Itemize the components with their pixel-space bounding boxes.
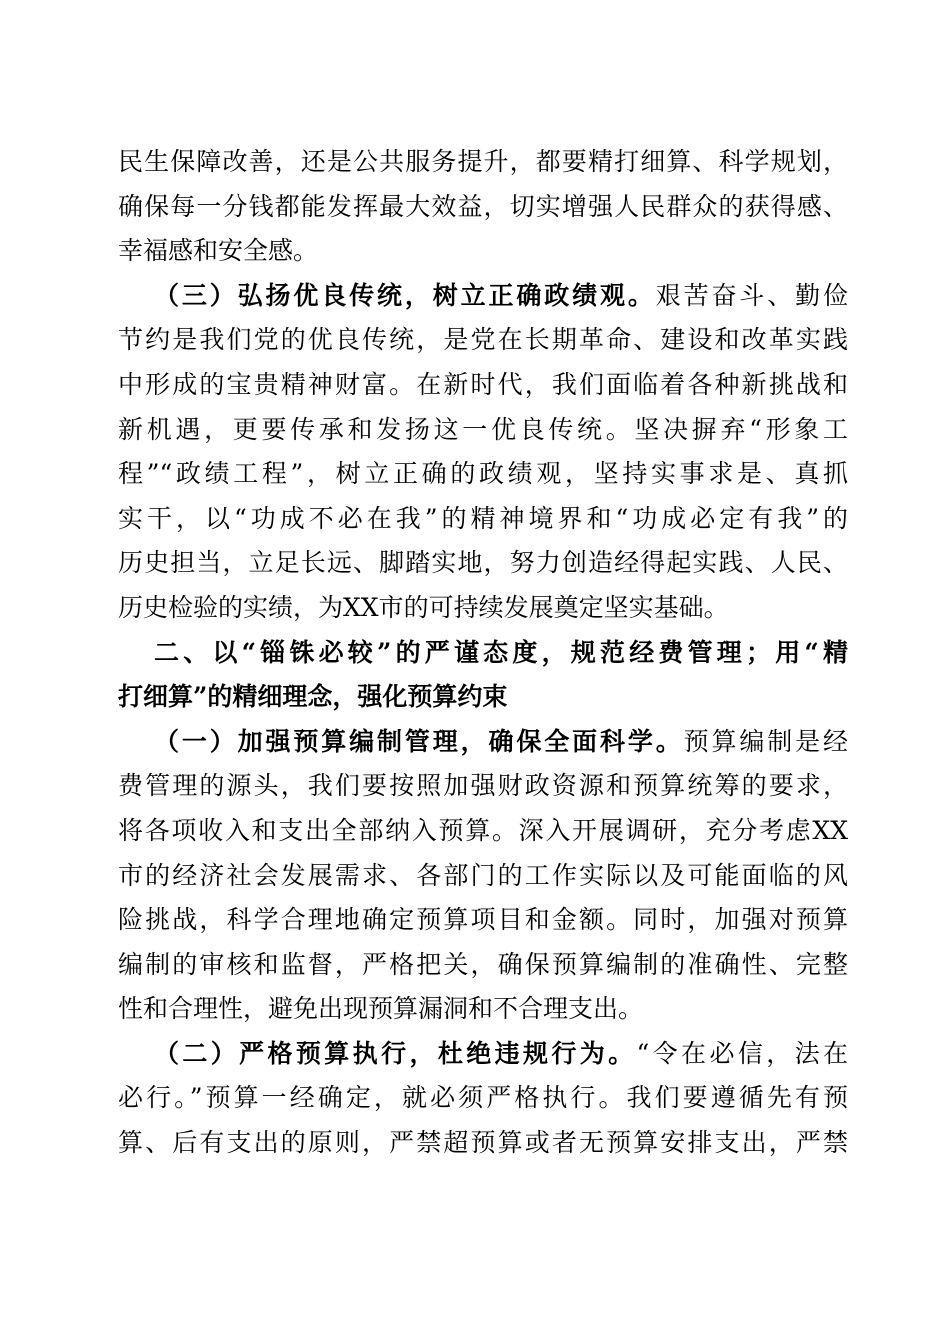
- text-run: “令在必信，法在: [636, 1038, 848, 1068]
- text-line: 算、后有支出的原则，严禁超预算或者无预算安排支出，严禁: [118, 1128, 848, 1158]
- document-page: [118, 140, 848, 1166]
- text-line: 历史检验的实绩，为XX市的可持续发展奠定坚实基础。: [118, 592, 729, 622]
- text-line: 市的经济社会发展需求、各部门的工作实际以及可能面临的风: [118, 860, 848, 890]
- text-line: 程”“政绩工程”，树立正确的政绩观，坚持实事求是、真抓: [118, 459, 848, 489]
- section-lead: （一）加强预算编制管理，确保全面科学。: [154, 726, 684, 756]
- section-lead: （三）弘扬优良传统，树立正确政绩观。: [154, 280, 656, 310]
- paragraph-start-line: [118, 274, 848, 319]
- section-lead: （二）严格预算执行，杜绝违规行为。: [154, 1038, 637, 1068]
- text-line: 性和合理性，避免出现预算漏洞和不合理支出。: [118, 994, 644, 1024]
- text-line: 险挑战，科学合理地确定预算项目和金额。同时，加强对预算: [118, 905, 848, 935]
- paragraph-start-line: [118, 1032, 848, 1077]
- text-run: 预算编制是经: [683, 726, 848, 756]
- text-line: 编制的审核和监督，严格把关，确保预算编制的准确性、完整: [118, 949, 848, 979]
- text-line: 必行。”预算一经确定，就必须严格执行。我们要遵循先有预: [118, 1083, 848, 1113]
- text-line: 费管理的源头，我们要按照加强财政资源和预算统筹的要求，: [118, 771, 848, 801]
- text-line: 实干，以“功成不必在我”的精神境界和“功成必定有我”的: [118, 503, 848, 533]
- text-line: 幸福感和安全感。: [118, 236, 319, 266]
- paragraph-start-line: [118, 720, 848, 765]
- section-heading: 二、以“锱铢必较”的严谨态度，规范经费管理；: [154, 637, 771, 667]
- text-line: 中形成的宝贵精神财富。在新时代，我们面临着各种新挑战和: [118, 369, 848, 399]
- text-line: 民生保障改善，还是公共服务提升，都要精打细算、科学规划，: [118, 147, 848, 176]
- text-line: 将各项收入和支出全部纳入预算。深入开展调研，充分考虑XX: [118, 815, 848, 845]
- text-line: 确保每一分钱都能发挥最大效益，切实增强人民群众的获得感、: [118, 191, 848, 221]
- text-line: 历史担当，立足长远、脚踏实地，努力创造经得起实践、人民、: [118, 548, 848, 578]
- text-line: 新机遇，更要传承和发扬这一优良传统。坚决摒弃“形象工: [118, 414, 848, 444]
- section-heading-continued: 用“精: [771, 637, 848, 667]
- heading-line: [118, 631, 848, 676]
- text-line: 节约是我们党的优良传统，是党在长期革命、建设和改革实践: [118, 325, 848, 355]
- text-run: 艰苦奋斗、勤俭: [655, 280, 848, 310]
- heading-line: 打细算”的精细理念，强化预算约束: [118, 682, 508, 712]
